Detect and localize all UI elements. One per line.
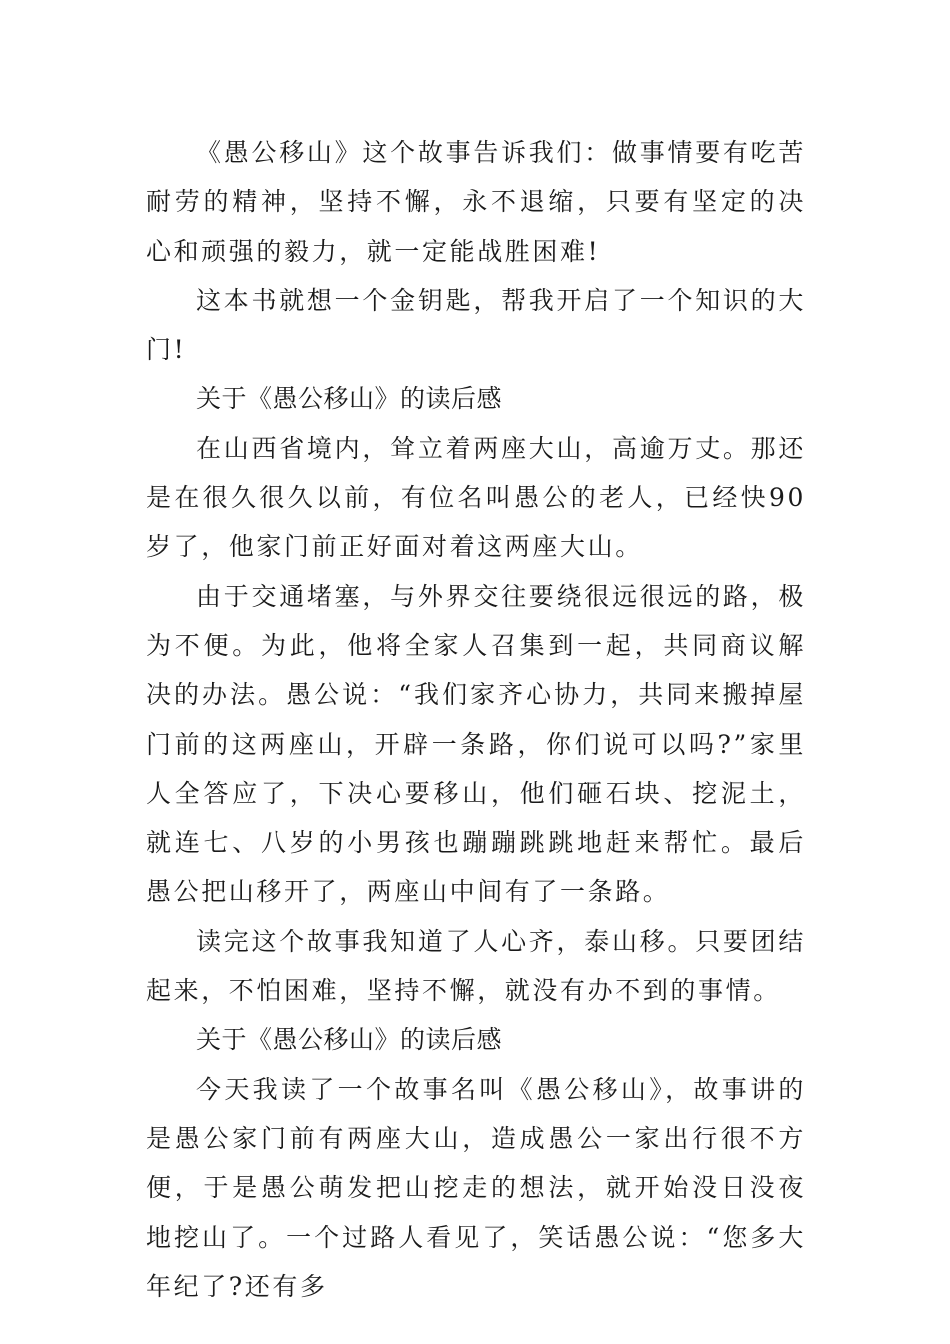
document-body bbox=[146, 128, 806, 1311]
paragraph-conclusion: 《愚公移山》这个故事告诉我们：做事情要有吃苦耐劳的精神，坚持不懈，永不退缩，只要有坚定的决心和顽强的毅力，就一定能战胜困难! bbox=[146, 138, 806, 266]
paragraph-lesson: 读完这个故事我知道了人心齐，泰山移。只要团结起来，不怕困难，坚持不懈，就没有办不到的事情。 bbox=[146, 926, 806, 1006]
paragraph-story-today: 今天我读了一个故事名叫《愚公移山》，故事讲的是愚公家门前有两座大山，造成愚公一家出行很不方便，于是愚公萌发把山挖走的想法，就开始没日没夜地挖山了。一个过路人看见了，笑话愚公说：“您多大年纪了?还有多 bbox=[146, 1074, 806, 1301]
paragraph-golden-key: 这本书就想一个金钥匙，帮我开启了一个知识的大门! bbox=[146, 285, 806, 365]
paragraph-mountains: 在山西省境内，耸立着两座大山，高逾万丈。那还是在很久很久以前，有位名叫愚公的老人，已经快90岁了，他家门前正好面对着这两座大山。 bbox=[146, 433, 806, 562]
section-heading: 关于《愚公移山》的读后感 bbox=[196, 1025, 503, 1055]
paragraph-moving-mountains: 由于交通堵塞，与外界交往要绕很远很远的路，极为不便。为此，他将全家人召集到一起，共同商议解决的办法。愚公说：“我们家齐心协力，共同来搬掉屋门前的这两座山，开辟一条路，你们说可以吗?”家里人全答应了，下决心要移山，他们砸石块、挖泥土，就连七、八岁的小男孩也蹦蹦跳跳地赶来帮忙。最后愚公把山移开了，两座山中间有了一条路。 bbox=[146, 581, 806, 907]
section-heading: 关于《愚公移山》的读后感 bbox=[196, 384, 503, 414]
